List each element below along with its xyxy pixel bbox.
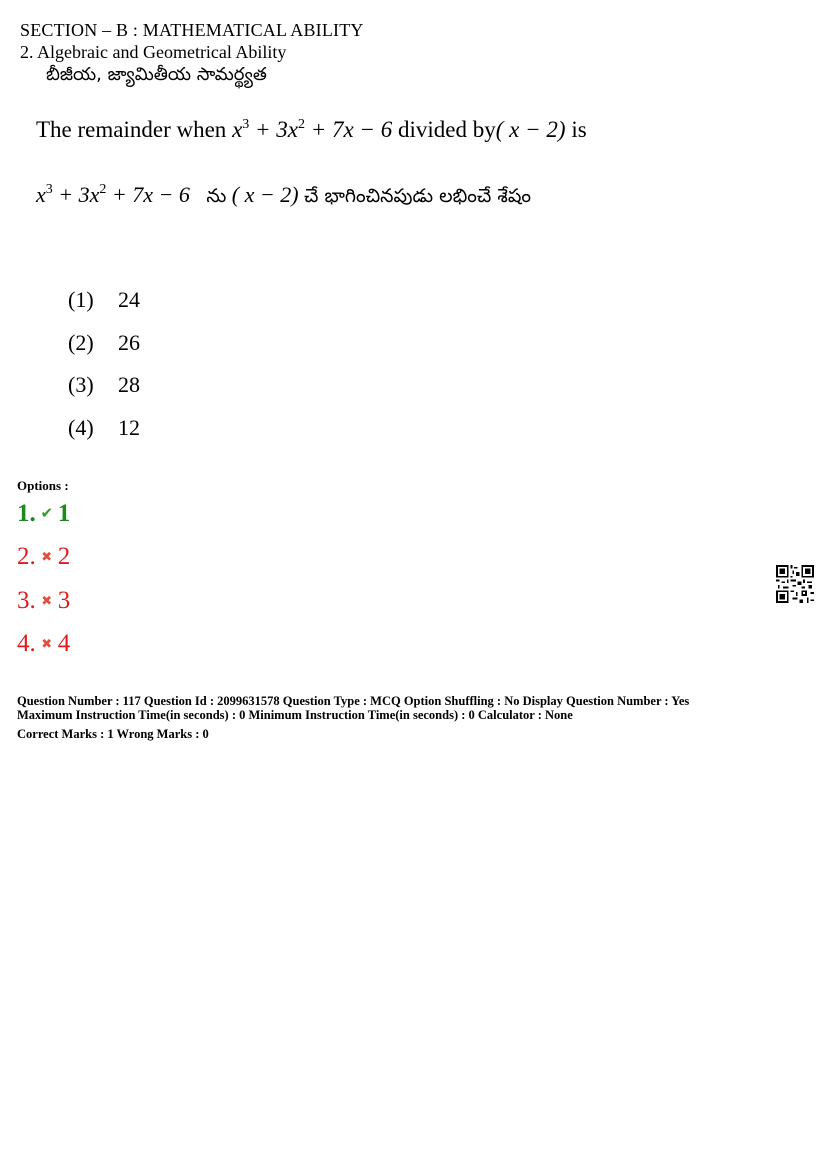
choice-item bbox=[68, 372, 140, 398]
cross-icon: ✖ bbox=[41, 594, 53, 609]
option-number: 4. bbox=[17, 630, 36, 657]
polynomial-x: x bbox=[232, 117, 243, 142]
subtopic-title: 2. Algebraic and Geometrical Ability bbox=[20, 42, 287, 62]
choice-item bbox=[68, 330, 140, 356]
question-text-english bbox=[36, 117, 587, 143]
option-wrong bbox=[17, 543, 70, 571]
question-meta-line-1: Question Number : 117 Question Id : 2099631578 Question Type : MCQ Option Shuffling : No Display Question Number : Yes bbox=[17, 694, 690, 708]
choice-number: (1) bbox=[68, 287, 94, 312]
question-suffix: is bbox=[565, 117, 587, 142]
section-title: SECTION – B : MATHEMATICAL ABILITY bbox=[20, 20, 364, 40]
polynomial-x-te: x bbox=[36, 182, 46, 207]
choice-number: (4) bbox=[68, 415, 94, 440]
choice-number: (3) bbox=[68, 372, 94, 397]
subtopic-title-telugu: బీజీయ, జ్యామితీయ సామర్థ్యత bbox=[46, 64, 267, 85]
choice-value: 26 bbox=[118, 330, 140, 355]
divisor-te: ( x − 2) bbox=[231, 182, 299, 207]
polynomial-rest-te: + 7x − 6 bbox=[106, 182, 190, 207]
options-label: Options : bbox=[17, 478, 69, 493]
option-value: 4 bbox=[57, 630, 71, 657]
option-number: 2. bbox=[17, 543, 36, 570]
option-number: 1. bbox=[17, 500, 36, 527]
option-value: 3 bbox=[57, 587, 71, 614]
telugu-suffix: చే భాగించినపుడు లభించే శేషం bbox=[304, 185, 531, 207]
question-prefix: The remainder when bbox=[36, 117, 233, 142]
polynomial-exp2-te: 2 bbox=[99, 182, 107, 197]
question-text-telugu bbox=[36, 182, 531, 212]
choice-value: 12 bbox=[118, 415, 140, 440]
choice-item bbox=[68, 415, 140, 441]
question-divided-by: divided by bbox=[392, 117, 496, 142]
polynomial-exp3: 3 bbox=[242, 117, 250, 132]
qr-code-icon bbox=[776, 565, 814, 603]
option-wrong bbox=[17, 630, 70, 658]
choice-item bbox=[68, 287, 140, 313]
polynomial-exp3-te: 3 bbox=[45, 182, 53, 197]
telugu-nu: ను bbox=[206, 185, 227, 207]
cross-icon: ✖ bbox=[41, 550, 53, 565]
cross-icon: ✖ bbox=[41, 637, 53, 652]
polynomial-rest: + 7x − 6 bbox=[305, 117, 393, 142]
option-wrong bbox=[17, 587, 70, 615]
question-meta-line-2: Maximum Instruction Time(in seconds) : 0 Minimum Instruction Time(in seconds) : 0 Calculator : None bbox=[17, 708, 573, 722]
choice-number: (2) bbox=[68, 330, 94, 355]
option-correct bbox=[17, 500, 70, 528]
question-marks: Correct Marks : 1 Wrong Marks : 0 bbox=[17, 727, 209, 741]
option-number: 3. bbox=[17, 587, 36, 614]
divisor: ( x − 2) bbox=[495, 117, 566, 142]
choice-value: 28 bbox=[118, 372, 140, 397]
check-icon: ✔ bbox=[40, 504, 54, 522]
polynomial-exp2: 2 bbox=[298, 117, 306, 132]
polynomial-term2-te: + 3x bbox=[52, 182, 100, 207]
polynomial-term2: + 3x bbox=[249, 117, 299, 142]
option-value: 1 bbox=[57, 500, 71, 527]
choice-value: 24 bbox=[118, 287, 140, 312]
option-value: 2 bbox=[57, 543, 71, 570]
